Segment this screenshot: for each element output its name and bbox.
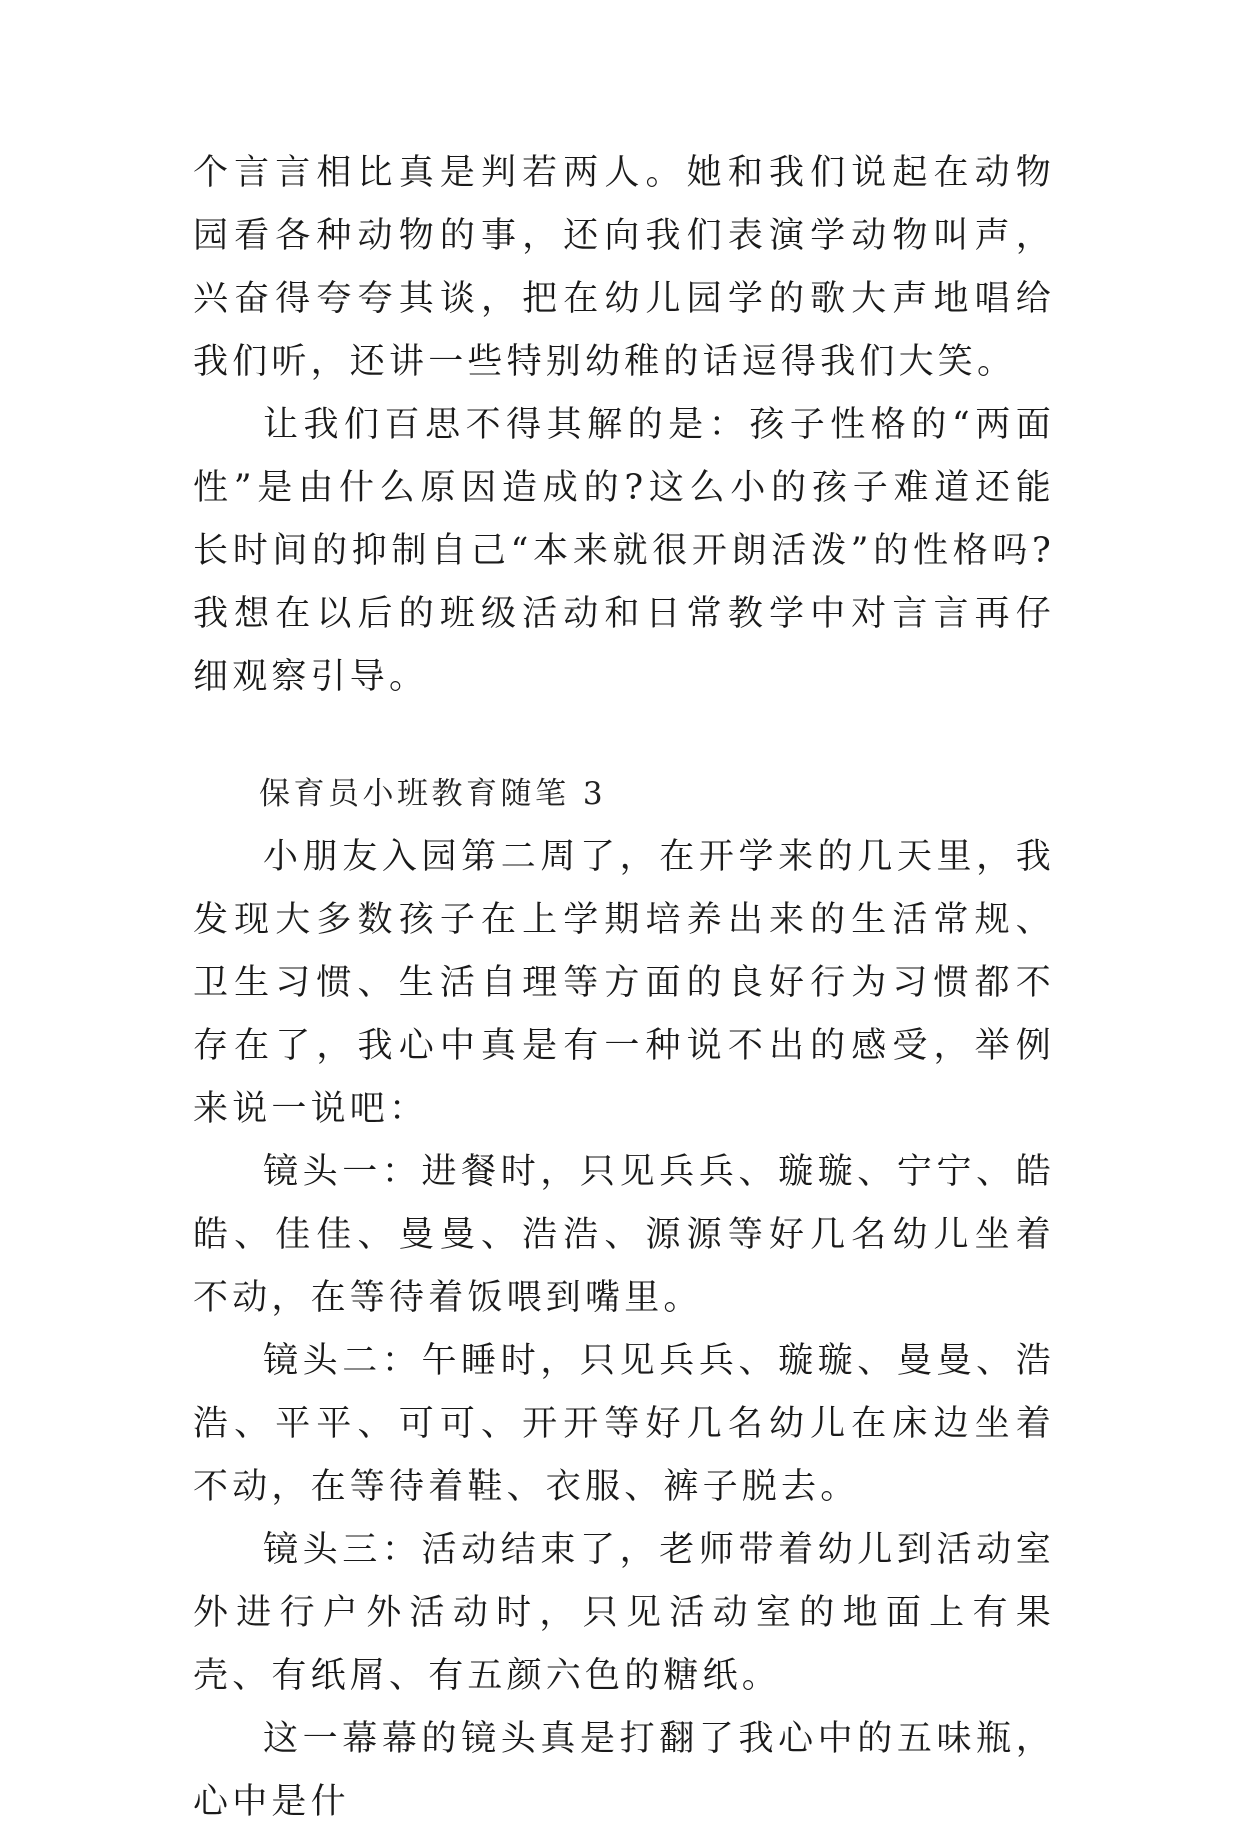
paragraph-continued: 个言言相比真是判若两人。她和我们说起在动物园看各种动物的事，还向我们表演学动物叫声，兴奋得夸夸其谈，把在幼儿园学的歌大声地唱给我们听，还讲一些特别幼稚的话逗得我们大笑。 xyxy=(193,153,1055,382)
document-body xyxy=(193,142,1055,1834)
paragraph-scene-three: 镜头三：活动结束了，老师带着幼儿到活动室外进行户外活动时，只见活动室的地面上有果壳、有纸屑、有五颜六色的糖纸。 xyxy=(193,1530,1055,1696)
section-title: 保育员小班教育随笔 3 xyxy=(259,776,607,812)
paragraph-scene-one: 镜头一：进餐时，只见兵兵、璇璇、宁宁、皓皓、佳佳、曼曼、浩浩、源源等好几名幼儿坐着不动，在等待着饭喂到嘴里。 xyxy=(193,1152,1055,1318)
paragraph-question: 让我们百思不得其解的是：孩子性格的“两面性”是由什么原因造成的?这么小的孩子难道还能长时间的抑制自己“本来就很开朗活泼”的性格吗?我想在以后的班级活动和日常教学中对言言再仔细观察引导。 xyxy=(193,405,1055,697)
paragraph-reflection: 这一幕幕的镜头真是打翻了我心中的五味瓶，心中是什 xyxy=(193,1719,1055,1822)
paragraph-scene-two: 镜头二：午睡时，只见兵兵、璇璇、曼曼、浩浩、平平、可可、开开等好几名幼儿在床边坐着不动，在等待着鞋、衣服、裤子脱去。 xyxy=(193,1341,1055,1507)
paragraph-intro: 小朋友入园第二周了，在开学来的几天里，我发现大多数孩子在上学期培养出来的生活常规、卫生习惯、生活自理等方面的良好行为习惯都不存在了，我心中真是有一种说不出的感受，举例来说一说吧： xyxy=(193,837,1055,1129)
